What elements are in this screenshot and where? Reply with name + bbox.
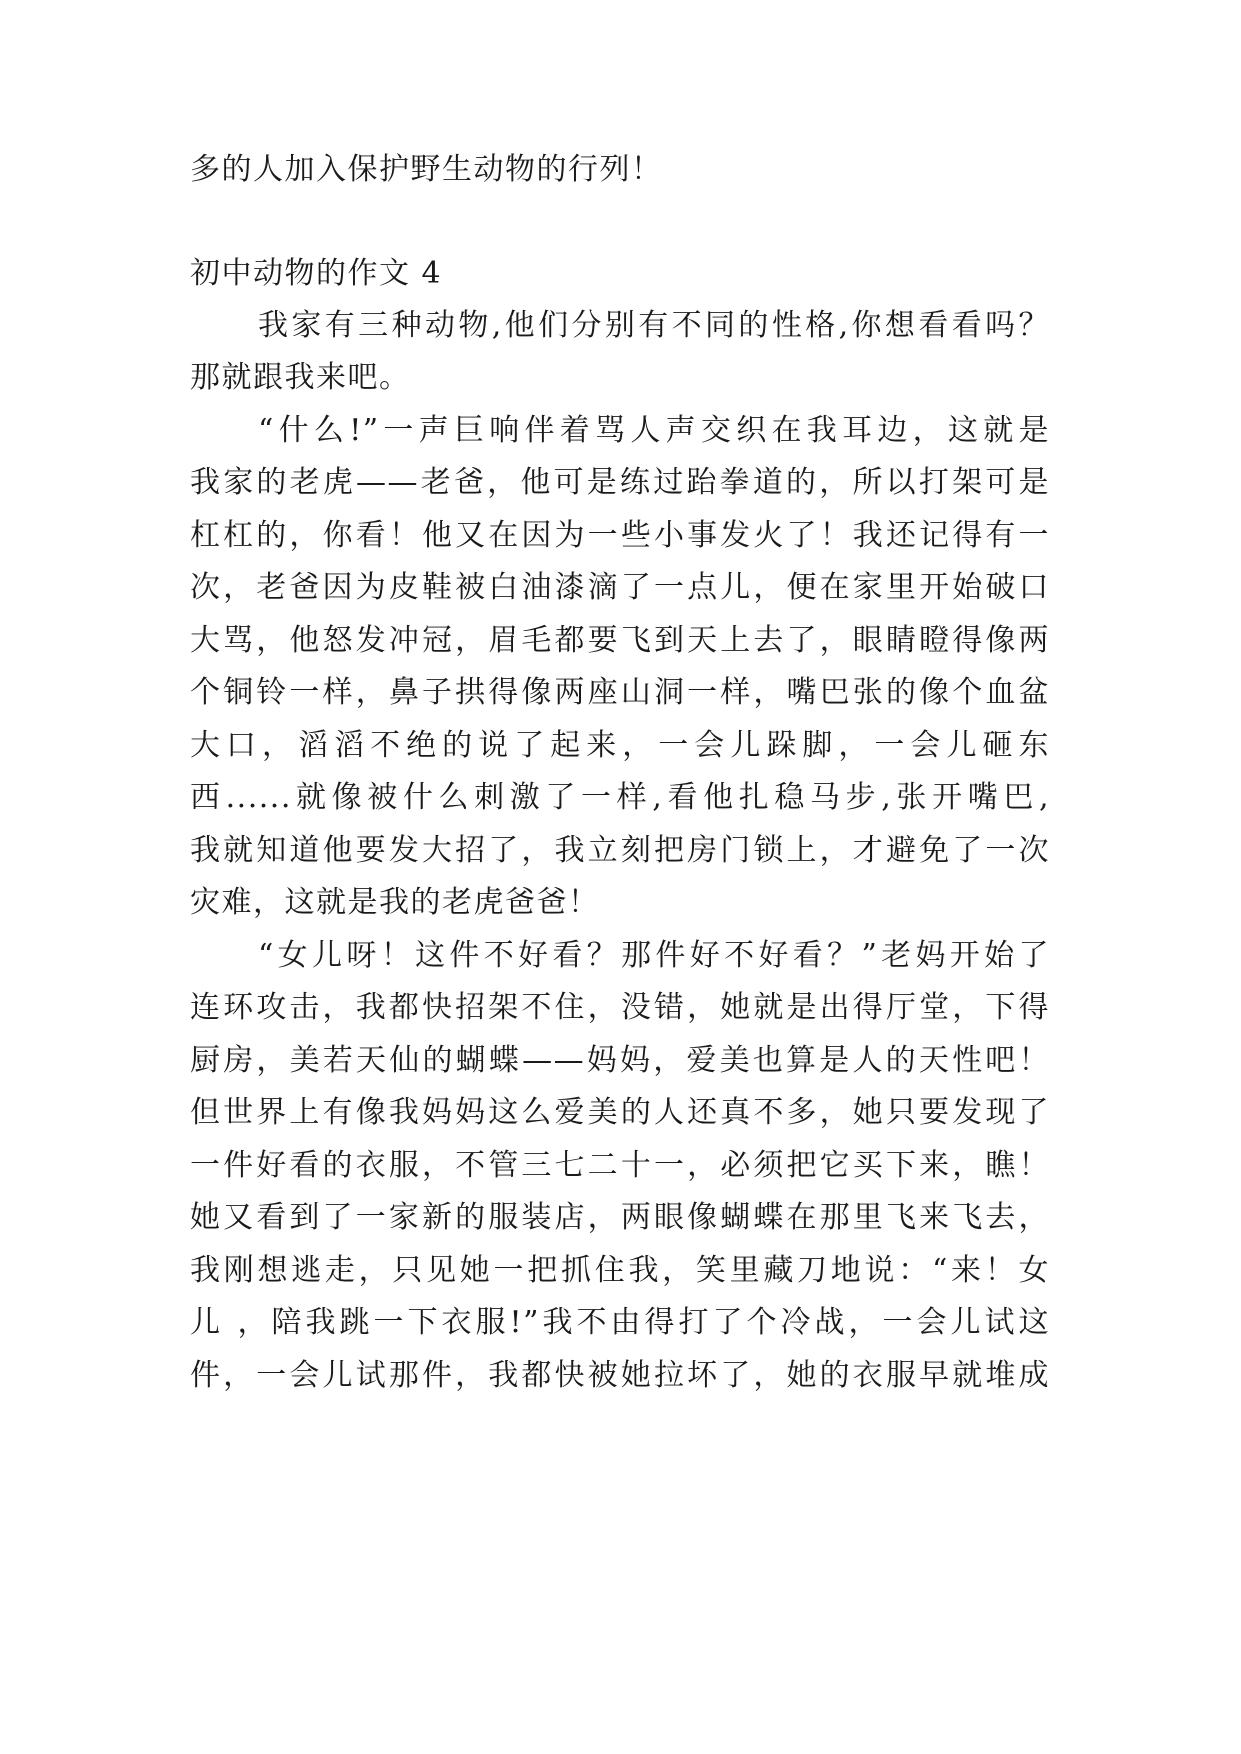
text-line: 多的人加入保护野生动物的行列！ (190, 152, 663, 187)
text-line: 一件好看的衣服，不管三七二十一，必须把它买下来，瞧！ (190, 1148, 1050, 1183)
text-line: 我家的老虎——老爸，他可是练过跆拳道的，所以打架可是 (190, 465, 1050, 500)
text-line: 个铜铃一样，鼻子拱得像两座山洞一样，嘴巴张的像个血盆 (190, 675, 1050, 710)
text-line: 大骂，他怒发冲冠，眉毛都要飞到天上去了，眼睛瞪得像两 (190, 623, 1050, 658)
text-line: 我就知道他要发大招了，我立刻把房门锁上，才避免了一次 (190, 833, 1050, 868)
text-line: 她又看到了一家新的服装店，两眼像蝴蝶在那里飞来飞去， (190, 1200, 1050, 1235)
text-line: 儿 ，陪我跳一下衣服!”我不由得打了个冷战，一会儿试这 (190, 1305, 1050, 1340)
text-line: 那就跟我来吧。 (190, 360, 411, 395)
text-line: 杠杠的，你看！他又在因为一些小事发火了！我还记得有一 (190, 518, 1050, 553)
text-line: 灾难，这就是我的老虎爸爸！ (190, 885, 600, 920)
text-line: 但世界上有像我妈妈这么爱美的人还真不多，她只要发现了 (190, 1095, 1050, 1130)
text-line: 厨房，美若天仙的蝴蝶——妈妈，爱美也算是人的天性吧！ (190, 1043, 1050, 1078)
text-line: “什么!”一声巨响伴着骂人声交织在我耳边，这就是 (258, 413, 1050, 448)
text-line: 我刚想逃走，只见她一把抓住我，笑里藏刀地说：“来！女 (190, 1253, 1050, 1288)
text-line: 大口，滔滔不绝的说了起来，一会儿跺脚，一会儿砸东 (190, 728, 1050, 763)
text-line: “女儿呀！这件不好看？那件好不好看？”老妈开始了 (258, 938, 1050, 973)
text-line: 连环攻击，我都快招架不住，没错，她就是出得厅堂，下得 (190, 990, 1050, 1025)
essay-heading: 初中动物的作文 4 (190, 256, 443, 291)
text-line: 我家有三种动物,他们分别有不同的性格,你想看看吗？ (258, 308, 1050, 343)
text-line: 西......就像被什么刺激了一样,看他扎稳马步,张开嘴巴, (190, 780, 1050, 815)
text-line: 件，一会儿试那件，我都快被她拉坏了，她的衣服早就堆成 (190, 1358, 1050, 1393)
text-line: 次，老爸因为皮鞋被白油漆滴了一点儿，便在家里开始破口 (190, 570, 1050, 605)
